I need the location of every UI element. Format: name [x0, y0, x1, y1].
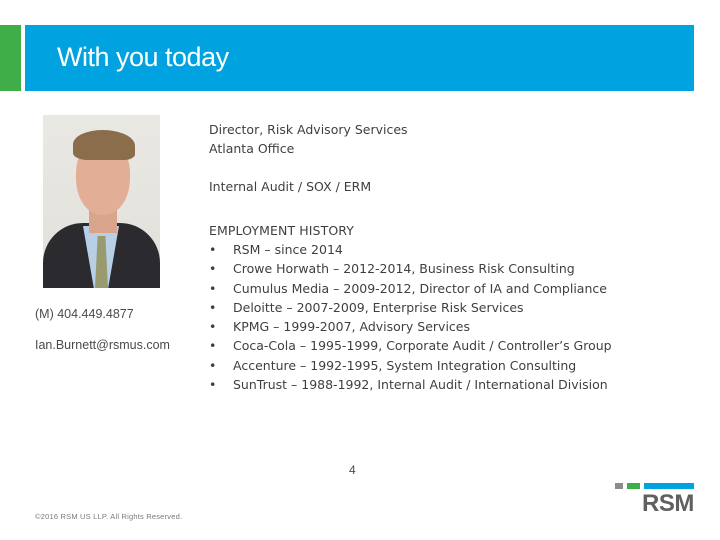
bullet-icon: •: [209, 242, 217, 257]
list-item-text: Crowe Horwath – 2012-2014, Business Risk Consulting: [233, 261, 575, 277]
list-item: [209, 317, 612, 336]
bullet-icon: •: [209, 319, 217, 335]
bullet-icon: •: [209, 357, 217, 373]
header-banner: [25, 25, 694, 91]
list-item: [209, 240, 612, 259]
list-item: [209, 259, 612, 278]
list-item: [209, 336, 612, 355]
photo-hair: [73, 130, 135, 160]
slide-title: With you today: [57, 42, 229, 72]
focus-areas: Internal Audit / SOX / ERM: [209, 179, 372, 194]
logo-blue-block: [644, 483, 694, 489]
employment-history-list: [209, 240, 612, 394]
header-accent-bar: [0, 25, 21, 91]
list-item-text: Deloitte – 2007-2009, Enterprise Risk Services: [233, 299, 524, 315]
list-item-text: Cumulus Media – 2009-2012, Director of IA and Compliance: [233, 280, 607, 296]
list-item: [209, 279, 612, 298]
page-number: 4: [349, 463, 356, 477]
copyright-notice: ©2016 RSM US LLP. All Rights Reserved.: [35, 512, 183, 521]
rsm-logo: [615, 482, 695, 518]
profile-photo: [43, 115, 160, 288]
employment-history: [209, 221, 612, 394]
list-item-text: RSM – since 2014: [233, 242, 343, 257]
employment-history-heading: EMPLOYMENT HISTORY: [209, 223, 354, 238]
bullet-icon: •: [209, 338, 217, 354]
list-item: [209, 375, 612, 394]
bullet-icon: •: [209, 280, 217, 296]
list-item-text: KPMG – 1999-2007, Advisory Services: [233, 319, 470, 335]
bullet-icon: •: [209, 299, 217, 315]
list-item: [209, 356, 612, 375]
bullet-icon: •: [209, 377, 217, 393]
list-item-text: SunTrust – 1988-1992, Internal Audit / International Division: [233, 377, 608, 393]
logo-wordmark: RSM: [642, 490, 694, 517]
role-block: [209, 120, 408, 158]
logo-green-block: [627, 483, 640, 489]
job-title: Director, Risk Advisory Services: [209, 122, 408, 137]
list-item: [209, 298, 612, 317]
list-item-text: Coca-Cola – 1995-1999, Corporate Audit / Controller’s Group: [233, 338, 612, 354]
list-item-text: Accenture – 1992-1995, System Integration Consulting: [233, 357, 577, 373]
contact-phone: (M) 404.449.4877: [35, 307, 134, 321]
logo-grey-block: [615, 483, 623, 489]
office-location: Atlanta Office: [209, 141, 295, 156]
bullet-icon: •: [209, 261, 217, 277]
contact-email[interactable]: Ian.Burnett@rsmus.com: [35, 338, 170, 352]
